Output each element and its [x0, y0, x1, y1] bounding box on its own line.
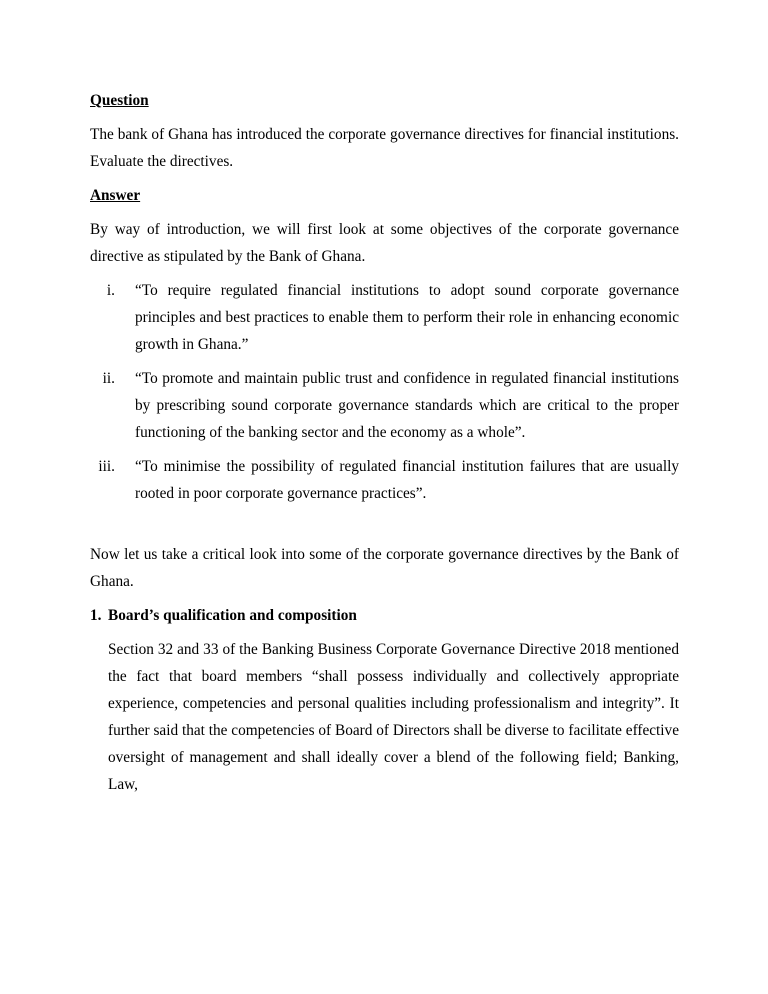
intro-paragraph: By way of introduction, we will first look at some objectives of the corporate governance directive as stipulated by the Bank of Ghana. [90, 221, 679, 265]
question-heading: Question [90, 92, 149, 109]
list-item-text: “To promote and maintain public trust and confidence in regulated financial institutions by prescribing sound corporate governance standards which are critical to the proper functioning of the banking sector and the economy as a whole”. [135, 370, 679, 441]
document-body [90, 87, 679, 805]
list-item-text: “To minimise the possibility of regulated financial institution failures that are usually rooted in poor corporate governance practices”. [135, 458, 679, 502]
list-item [90, 365, 679, 446]
section-title: Board’s qualification and composition [108, 607, 357, 624]
list-item [90, 453, 679, 507]
section-number: 1. [90, 607, 102, 624]
transition-paragraph: Now let us take a critical look into some of the corporate governance directives by the Bank of Ghana. [90, 546, 679, 590]
question-text: The bank of Ghana has introduced the corporate governance directives for financial institutions. Evaluate the directives. [90, 126, 679, 170]
list-marker: iii. [98, 458, 115, 475]
section-heading [90, 602, 679, 629]
blank-line [90, 514, 679, 541]
answer-heading: Answer [90, 187, 141, 204]
list-item-text: “To require regulated financial institutions to adopt sound corporate governance principles and best practices to enable them to perform their role in enhancing economic growth in Ghana.” [135, 282, 679, 353]
list-marker: i. [106, 282, 115, 299]
section-body: Section 32 and 33 of the Banking Business Corporate Governance Directive 2018 mentioned the fact that board members “shall possess individually and collectively appropriate experience, competencies and personal qualities including professionalism and integrity”. It further said that the competencies of Board of Directors shall be diverse to facilitate effective oversight of management and shall ideally cover a blend of the following field; Banking, Law, [108, 641, 679, 793]
list-item [90, 277, 679, 358]
objectives-list [90, 277, 679, 507]
list-marker: ii. [102, 370, 115, 387]
